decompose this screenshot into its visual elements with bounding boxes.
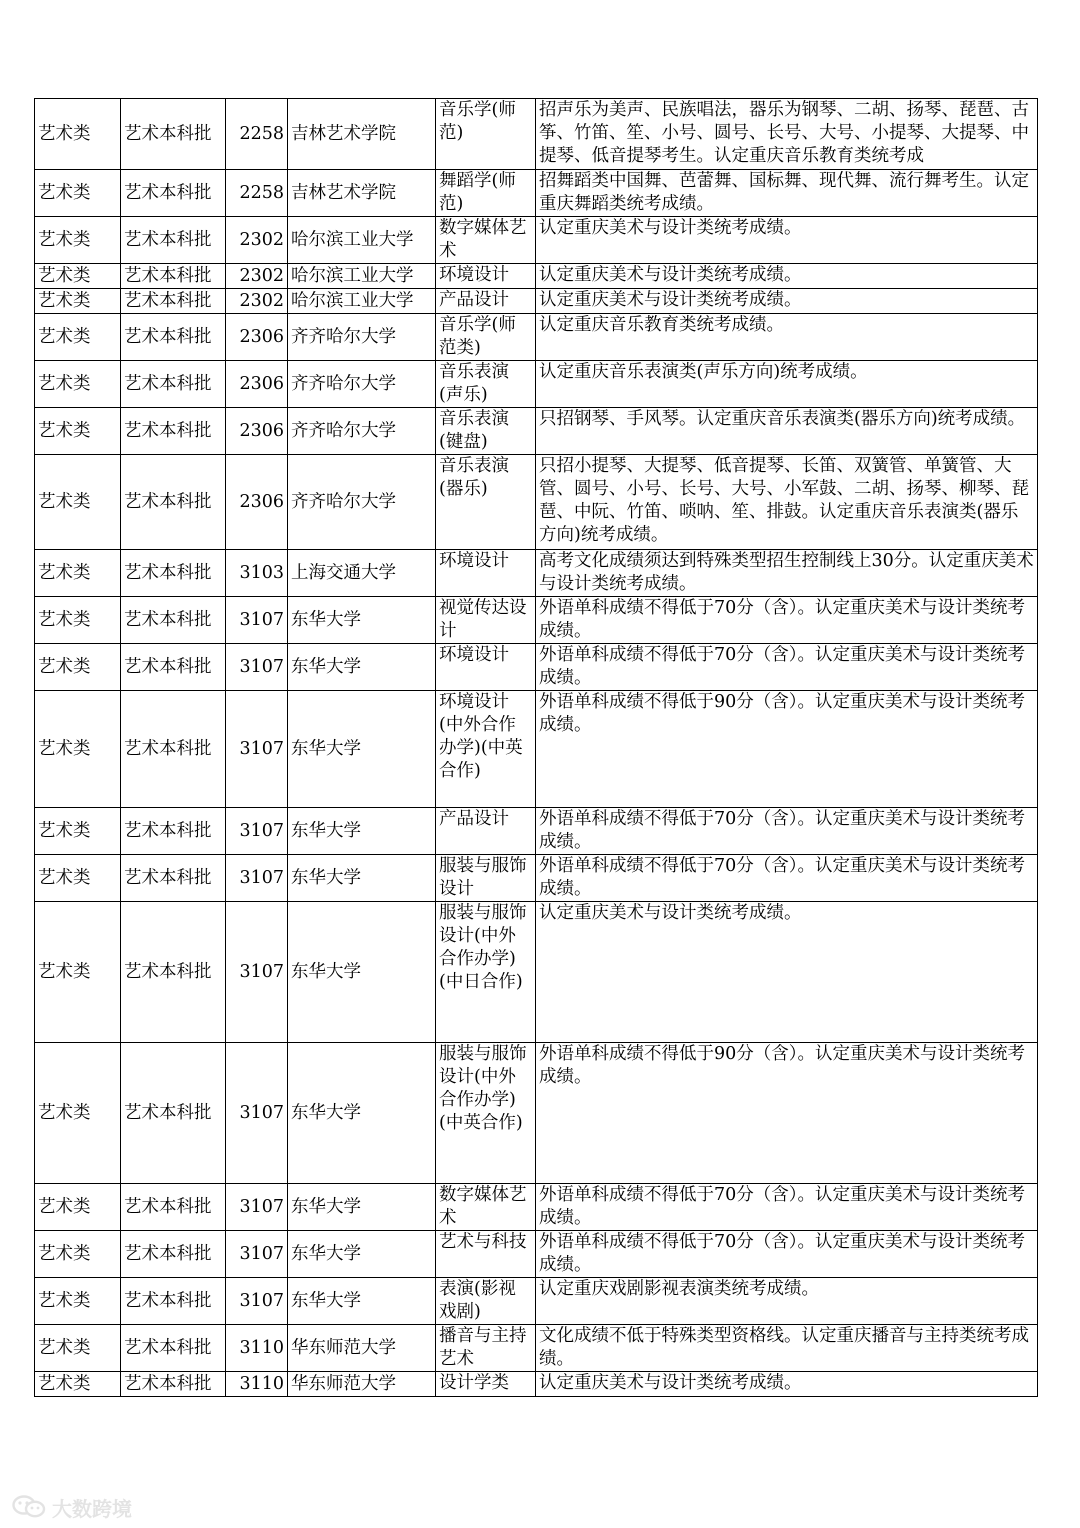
note-cell: 外语单科成绩不得低于70分（含）。认定重庆美术与设计类统考成绩。: [536, 644, 1038, 691]
category-cell: 艺术类: [35, 597, 121, 644]
school-name-cell: 东华大学: [288, 691, 436, 808]
category-cell: 艺术类: [35, 808, 121, 855]
major-cell: 环境设计: [436, 550, 536, 597]
batch-cell: 艺术本科批: [121, 855, 226, 902]
batch-cell: 艺术本科批: [121, 1325, 226, 1372]
school-code-cell: 3107: [226, 1043, 288, 1184]
note-cell: 外语单科成绩不得低于70分（含）。认定重庆美术与设计类统考成绩。: [536, 855, 1038, 902]
note-cell: 招声乐为美声、民族唱法，器乐为钢琴、二胡、扬琴、琵琶、古筝、竹笛、笙、小号、圆号、长号、大号、小提琴、大提琴、中提琴、低音提琴考生。认定重庆音乐教育类统考成: [536, 99, 1038, 170]
table-row: [35, 99, 1038, 170]
note-cell: 外语单科成绩不得低于70分（含）。认定重庆美术与设计类统考成绩。: [536, 597, 1038, 644]
batch-cell: 艺术本科批: [121, 289, 226, 314]
batch-cell: 艺术本科批: [121, 808, 226, 855]
school-code-cell: 3107: [226, 691, 288, 808]
major-cell: 表演(影视戏剧): [436, 1278, 536, 1325]
table-row: [35, 455, 1038, 550]
table-row: [35, 691, 1038, 808]
batch-cell: 艺术本科批: [121, 217, 226, 264]
batch-cell: 艺术本科批: [121, 408, 226, 455]
batch-cell: 艺术本科批: [121, 170, 226, 217]
major-cell: 音乐表演(键盘): [436, 408, 536, 455]
batch-cell: 艺术本科批: [121, 1231, 226, 1278]
note-cell: 认定重庆美术与设计类统考成绩。: [536, 902, 1038, 1043]
table-row: [35, 314, 1038, 361]
category-cell: 艺术类: [35, 455, 121, 550]
school-code-cell: 3107: [226, 597, 288, 644]
batch-cell: 艺术本科批: [121, 99, 226, 170]
note-cell: 高考文化成绩须达到特殊类型招生控制线上30分。认定重庆美术与设计类统考成绩。: [536, 550, 1038, 597]
category-cell: 艺术类: [35, 217, 121, 264]
batch-cell: 艺术本科批: [121, 691, 226, 808]
school-name-cell: 华东师范大学: [288, 1372, 436, 1397]
school-code-cell: 3107: [226, 1184, 288, 1231]
school-name-cell: 东华大学: [288, 1184, 436, 1231]
school-name-cell: 齐齐哈尔大学: [288, 314, 436, 361]
table-row: [35, 217, 1038, 264]
batch-cell: 艺术本科批: [121, 455, 226, 550]
major-cell: 艺术与科技: [436, 1231, 536, 1278]
batch-cell: 艺术本科批: [121, 264, 226, 289]
category-cell: 艺术类: [35, 170, 121, 217]
note-cell: 认定重庆美术与设计类统考成绩。: [536, 264, 1038, 289]
category-cell: 艺术类: [35, 550, 121, 597]
note-cell: 外语单科成绩不得低于70分（含）。认定重庆美术与设计类统考成绩。: [536, 808, 1038, 855]
note-cell: 只招小提琴、大提琴、低音提琴、长笛、双簧管、单簧管、大管、圆号、小号、长号、大号、小军鼓、二胡、扬琴、柳琴、琵琶、中阮、竹笛、唢呐、笙、排鼓。认定重庆音乐表演类(器乐方向)统考成绩。: [536, 455, 1038, 550]
category-cell: 艺术类: [35, 264, 121, 289]
note-cell: 认定重庆戏剧影视表演类统考成绩。: [536, 1278, 1038, 1325]
major-cell: 环境设计(中外合作办学)(中英合作): [436, 691, 536, 808]
major-cell: 音乐表演(声乐): [436, 361, 536, 408]
school-name-cell: 东华大学: [288, 808, 436, 855]
school-code-cell: 2302: [226, 289, 288, 314]
table-row: [35, 1184, 1038, 1231]
note-cell: 认定重庆美术与设计类统考成绩。: [536, 289, 1038, 314]
note-cell: 招舞蹈类中国舞、芭蕾舞、国标舞、现代舞、流行舞考生。认定重庆舞蹈类统考成绩。: [536, 170, 1038, 217]
school-name-cell: 上海交通大学: [288, 550, 436, 597]
school-code-cell: 3107: [226, 902, 288, 1043]
major-cell: 数字媒体艺术: [436, 217, 536, 264]
school-code-cell: 3107: [226, 855, 288, 902]
watermark: [12, 1492, 132, 1522]
category-cell: 艺术类: [35, 1372, 121, 1397]
category-cell: 艺术类: [35, 314, 121, 361]
category-cell: 艺术类: [35, 691, 121, 808]
category-cell: 艺术类: [35, 99, 121, 170]
major-cell: 服装与服饰设计(中外合作办学)(中日合作): [436, 902, 536, 1043]
school-code-cell: 2306: [226, 314, 288, 361]
school-code-cell: 2302: [226, 264, 288, 289]
batch-cell: 艺术本科批: [121, 1184, 226, 1231]
school-name-cell: 东华大学: [288, 855, 436, 902]
major-cell: 环境设计: [436, 264, 536, 289]
school-name-cell: 吉林艺术学院: [288, 99, 436, 170]
category-cell: 艺术类: [35, 1231, 121, 1278]
major-cell: 音乐表演(器乐): [436, 455, 536, 550]
note-cell: 认定重庆音乐教育类统考成绩。: [536, 314, 1038, 361]
category-cell: 艺术类: [35, 855, 121, 902]
category-cell: 艺术类: [35, 1278, 121, 1325]
major-cell: 数字媒体艺术: [436, 1184, 536, 1231]
school-name-cell: 哈尔滨工业大学: [288, 289, 436, 314]
batch-cell: 艺术本科批: [121, 902, 226, 1043]
school-code-cell: 3107: [226, 808, 288, 855]
note-cell: 外语单科成绩不得低于90分（含）。认定重庆美术与设计类统考成绩。: [536, 1043, 1038, 1184]
category-cell: 艺术类: [35, 1184, 121, 1231]
school-name-cell: 哈尔滨工业大学: [288, 217, 436, 264]
school-code-cell: 3110: [226, 1325, 288, 1372]
batch-cell: 艺术本科批: [121, 597, 226, 644]
school-code-cell: 2258: [226, 170, 288, 217]
school-code-cell: 3110: [226, 1372, 288, 1397]
school-code-cell: 2258: [226, 99, 288, 170]
table-row: [35, 644, 1038, 691]
school-code-cell: 3107: [226, 644, 288, 691]
note-cell: 文化成绩不低于特殊类型资格线。认定重庆播音与主持类统考成绩。: [536, 1325, 1038, 1372]
batch-cell: 艺术本科批: [121, 550, 226, 597]
table-row: [35, 1043, 1038, 1184]
note-cell: 外语单科成绩不得低于70分（含）。认定重庆美术与设计类统考成绩。: [536, 1231, 1038, 1278]
table-row: [35, 1278, 1038, 1325]
table-row: [35, 264, 1038, 289]
batch-cell: 艺术本科批: [121, 1043, 226, 1184]
school-code-cell: 3107: [226, 1278, 288, 1325]
school-code-cell: 2302: [226, 217, 288, 264]
table-row: [35, 1231, 1038, 1278]
table-row: [35, 855, 1038, 902]
school-name-cell: 齐齐哈尔大学: [288, 361, 436, 408]
note-cell: 认定重庆美术与设计类统考成绩。: [536, 217, 1038, 264]
school-name-cell: 东华大学: [288, 597, 436, 644]
school-code-cell: 3107: [226, 1231, 288, 1278]
batch-cell: 艺术本科批: [121, 1278, 226, 1325]
school-code-cell: 2306: [226, 455, 288, 550]
school-name-cell: 东华大学: [288, 902, 436, 1043]
batch-cell: 艺术本科批: [121, 644, 226, 691]
note-cell: 外语单科成绩不得低于70分（含）。认定重庆美术与设计类统考成绩。: [536, 1184, 1038, 1231]
major-cell: 舞蹈学(师范): [436, 170, 536, 217]
table-row: [35, 361, 1038, 408]
school-name-cell: 哈尔滨工业大学: [288, 264, 436, 289]
major-cell: 播音与主持艺术: [436, 1325, 536, 1372]
school-name-cell: 东华大学: [288, 1043, 436, 1184]
table-row: [35, 1325, 1038, 1372]
major-cell: 产品设计: [436, 808, 536, 855]
watermark-text: 大数跨境: [52, 1496, 132, 1521]
note-cell: 认定重庆美术与设计类统考成绩。: [536, 1372, 1038, 1397]
batch-cell: 艺术本科批: [121, 1372, 226, 1397]
table-row: [35, 597, 1038, 644]
table-row: [35, 902, 1038, 1043]
major-cell: 服装与服饰设计: [436, 855, 536, 902]
category-cell: 艺术类: [35, 1325, 121, 1372]
note-cell: 认定重庆音乐表演类(声乐方向)统考成绩。: [536, 361, 1038, 408]
batch-cell: 艺术本科批: [121, 361, 226, 408]
table-row: [35, 1372, 1038, 1397]
table-row: [35, 808, 1038, 855]
school-name-cell: 吉林艺术学院: [288, 170, 436, 217]
school-code-cell: 2306: [226, 361, 288, 408]
category-cell: 艺术类: [35, 408, 121, 455]
table-row: [35, 170, 1038, 217]
note-cell: 外语单科成绩不得低于90分（含）。认定重庆美术与设计类统考成绩。: [536, 691, 1038, 808]
major-cell: 设计学类: [436, 1372, 536, 1397]
school-name-cell: 齐齐哈尔大学: [288, 455, 436, 550]
school-name-cell: 东华大学: [288, 644, 436, 691]
major-cell: 音乐学(师范类): [436, 314, 536, 361]
category-cell: 艺术类: [35, 1043, 121, 1184]
major-cell: 视觉传达设计: [436, 597, 536, 644]
major-cell: 音乐学(师范): [436, 99, 536, 170]
admission-table: [34, 98, 1038, 1397]
major-cell: 服装与服饰设计(中外合作办学)(中英合作): [436, 1043, 536, 1184]
school-name-cell: 齐齐哈尔大学: [288, 408, 436, 455]
category-cell: 艺术类: [35, 361, 121, 408]
category-cell: 艺术类: [35, 644, 121, 691]
table-row: [35, 550, 1038, 597]
table-row: [35, 289, 1038, 314]
batch-cell: 艺术本科批: [121, 314, 226, 361]
category-cell: 艺术类: [35, 902, 121, 1043]
table-row: [35, 408, 1038, 455]
school-name-cell: 华东师范大学: [288, 1325, 436, 1372]
wechat-logo-icon: [12, 1494, 46, 1520]
major-cell: 产品设计: [436, 289, 536, 314]
school-name-cell: 东华大学: [288, 1231, 436, 1278]
note-cell: 只招钢琴、手风琴。认定重庆音乐表演类(器乐方向)统考成绩。: [536, 408, 1038, 455]
major-cell: 环境设计: [436, 644, 536, 691]
category-cell: 艺术类: [35, 289, 121, 314]
school-code-cell: 3103: [226, 550, 288, 597]
school-name-cell: 东华大学: [288, 1278, 436, 1325]
school-code-cell: 2306: [226, 408, 288, 455]
